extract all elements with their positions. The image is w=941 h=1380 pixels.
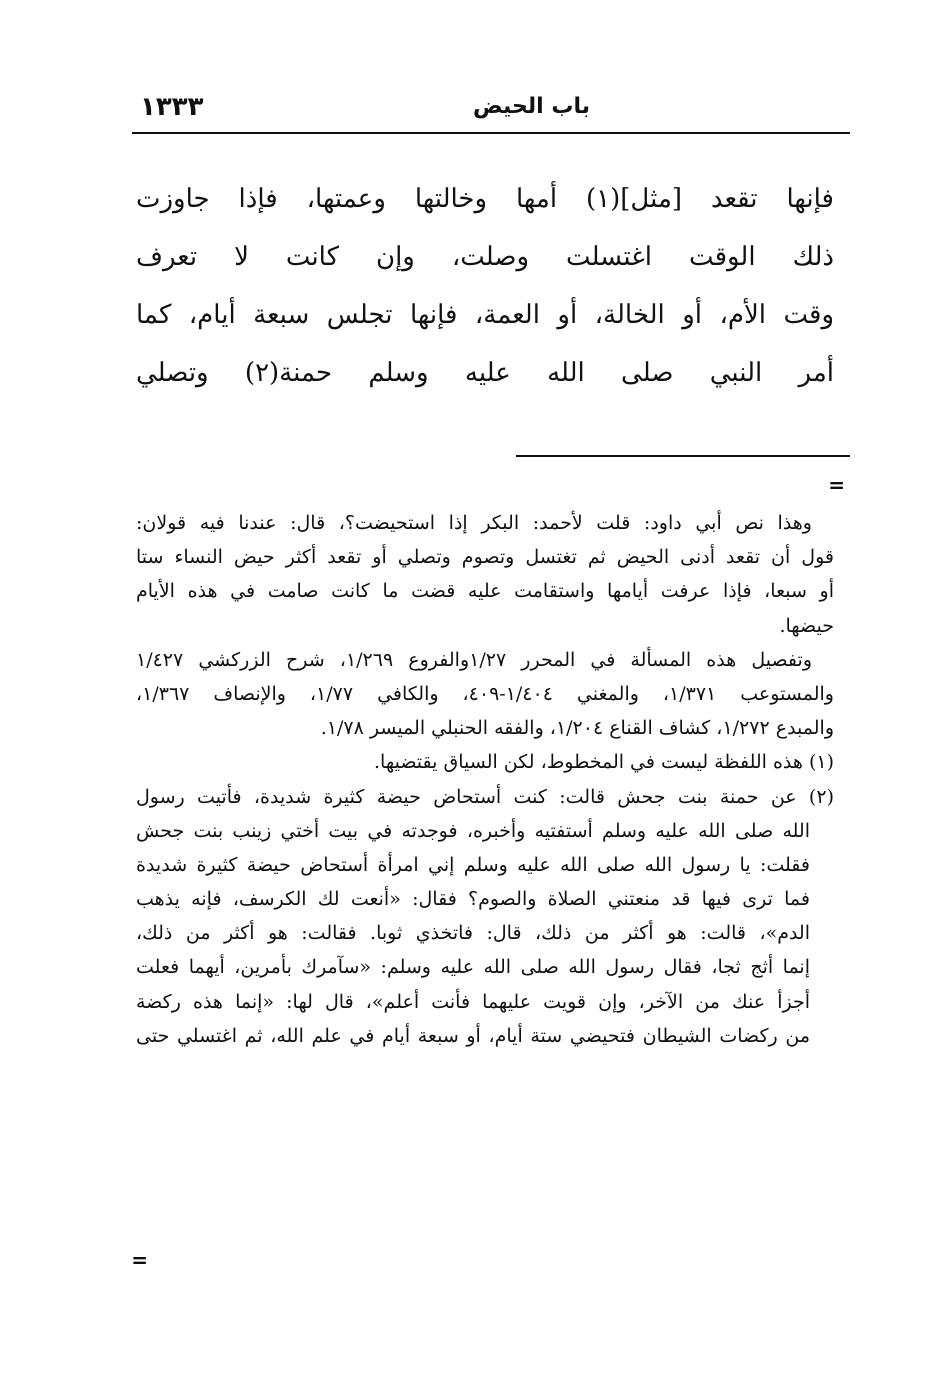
- main-text-line: أمر النبي صلى الله عليه وسلم حمنة(٢) وتصلي: [136, 358, 834, 388]
- footnote-1: (١) هذه اللفظة ليست في المخطوط، لكن السياق يقتضيها.: [374, 751, 834, 774]
- main-text-line: فإنها تقعد [مثل](١) أمها وخالتها وعمتها، فإذا جاوزت: [136, 184, 834, 214]
- footnotes: [136, 506, 834, 1053]
- main-text-line: وقت الأم، أو الخالة، أو العمة، فإنها تجلس سبعة أيام، كما: [136, 300, 834, 330]
- footnote-line: وتفصيل هذه المسألة في المحرر ١/٢٧والفروع ١/٢٦٩، شرح الزركشي ١/٤٢٧: [136, 648, 813, 671]
- page-number: ١٣٣٣: [140, 92, 204, 122]
- footnote-2-line: من ركضات الشيطان فتحيضي ستة أيام، أو سبعة أيام في علم الله، ثم اغتسلي حتى: [136, 1024, 810, 1047]
- footnote-line: والمبدع ١/٢٧٢، كشاف القناع ١/٢٠٤، والفقه الحنبلي الميسر ١/٧٨.: [320, 717, 834, 740]
- footnote-2-line: (٢) عن حمنة بنت جحش قالت: كنت أستحاض حيضة كثيرة شديدة، فأتيت رسول: [136, 785, 834, 808]
- page-header: [132, 92, 850, 126]
- continuation-mark-bottom: =: [131, 1248, 148, 1272]
- footnote-line: وهذا نص أبي داود: قلت لأحمد: البكر إذا استحيضت؟، قال: عندنا فيه قولان:: [136, 512, 812, 534]
- footnote-line: حيضها.: [779, 614, 834, 637]
- main-text: [136, 170, 834, 402]
- footnote-2-line: الله صلى الله عليه وسلم أستفتيه وأخبره، فوجدته في بيت أختي زينب بنت جحش: [136, 819, 810, 842]
- main-text-line: ذلك الوقت اغتسلت وصلت، وإن كانت لا تعرف: [136, 242, 834, 272]
- continuation-mark-top: =: [828, 473, 845, 497]
- footnote-2-line: إنما أثج ثجا، فقال رسول الله صلى الله عليه وسلم: «سآمرك بأمرين، أيهما فعلت: [136, 956, 810, 979]
- running-title: باب الحيض: [473, 94, 590, 119]
- footnote-2-line: فما ترى فيها قد منعتني الصلاة والصوم؟ فقال: «أنعت لك الكرسف، فإنه يذهب: [136, 888, 810, 911]
- header-rule: [132, 132, 850, 134]
- footnote-separator: [516, 455, 850, 457]
- footnote-2-line: فقلت: يا رسول الله صلى الله عليه وسلم إني امرأة أستحاض حيضة كثيرة شديدة: [136, 853, 810, 876]
- footnote-line: قول أن تقعد أدنى الحيض ثم تغتسل وتصوم وتصلي أو تقعد أكثر حيض النساء ستا: [136, 546, 834, 569]
- footnote-line: والمستوعب ١/٣٧١، والمغني ١/٤٠٤-٤٠٩، والكافي ١/٧٧، والإنصاف ١/٣٦٧،: [136, 682, 834, 705]
- footnote-line: أو سبعا، فإذا عرفت أيامها واستقامت عليه قضت ما كانت صامت في هذه الأيام: [136, 580, 834, 603]
- footnote-2-line: الدم»، قالت: هو أكثر من ذلك، قال: فاتخذي ثوبا. فقالت: هو أكثر من ذلك،: [136, 922, 810, 945]
- footnote-2-line: أجزأ عنك من الآخر، وإن قويت عليهما فأنت أعلم»، قال لها: «إنما هذه ركضة: [136, 990, 810, 1013]
